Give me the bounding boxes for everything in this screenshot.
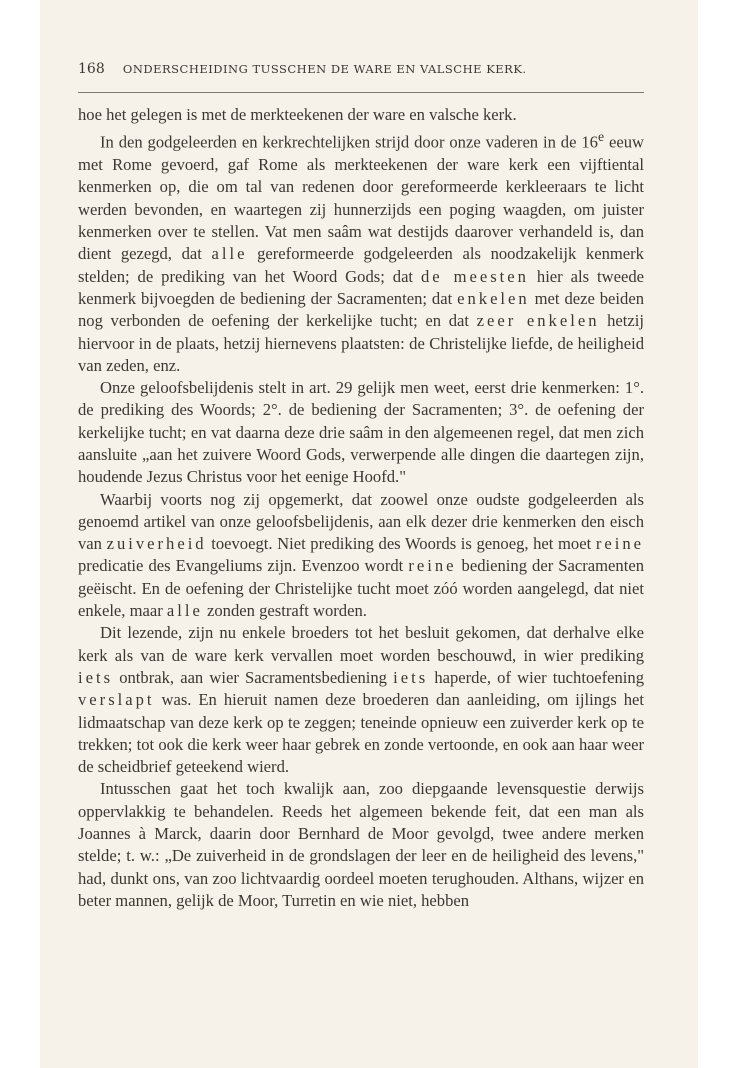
header-rule	[78, 92, 644, 93]
running-title: ONDERSCHEIDING TUSSCHEN DE WARE EN VALSCHE KERK.	[122, 62, 527, 76]
paragraph: Waarbij voorts nog zij opgemerkt, dat zoowel onze oudste godgeleerden als genoemd artikel van onze geloofsbelijdenis, aan elk dezer drie kenmerken den eisch van zuiverheid toevoegt. Niet prediking des Woords is genoeg, het moet reine predicatie des Evangeliums zijn. Evenzoo wordt reine bediening der Sacramenten geëischt. En de oefening der Christelijke tucht moet zóó worden aangelegd, dat niet enkele, maar alle zonden gestraft worden.	[78, 489, 644, 621]
running-header	[78, 61, 638, 77]
body-text	[78, 104, 644, 912]
paragraph: Intusschen gaat het toch kwalijk aan, zoo diepgaande levensquestie derwijs oppervlakkig te behandelen. Reeds het algemeen bekende feit, dat een man als Joannes à Marck, daarin door Bernhard de Moor gevolgd, twee andere merken stelde; t. w.: „De zuiverheid in de grondslagen der leer en de heiligheid des levens," had, dunkt ons, van zoo lichtvaardig oordeel moeten terughouden. Althans, wijzer en beter mannen, gelijk de Moor, Turretin en wie niet, hebben	[78, 779, 644, 910]
page-number: 168	[78, 61, 105, 77]
paragraph: Onze geloofsbelijdenis stelt in art. 29 gelijk men weet, eerst drie kenmerken: 1°. de prediking des Woords; 2°. de bediening der Sacramenten; 3°. de oefening der kerkelijke tucht; en vat daarna deze drie saâm in den algemeenen regel, dat men zich aansluite „aan het zuivere Woord Gods, verwerpende alle dingen die daartegen zijn, houdende Jezus Christus voor het eenige Hoofd."	[78, 378, 644, 487]
paragraph-continued: hoe het gelegen is met de merkteekenen der ware en valsche kerk.	[78, 105, 517, 124]
paragraph: In den godgeleerden en kerkrechtelijken strijd door onze vaderen in de 16e eeuw met Rome gevoerd, gaf Rome als merkteekenen der ware kerk een vijftiental kenmerken op, die om tal van redenen door gereformeerde kerkleeraars te licht werden bevonden, en waartegen zij hunnerzijds een poging waagden, om juister kenmerken over te stellen. Vat men saâm wat destijds daarover verhandeld is, dan dient gezegd, dat alle gereformeerde godgeleerden als noodzakelijk kenmerk stelden; de prediking van het Woord Gods; dat de meesten hier als tweede kenmerk bijvoegden de bediening der Sacramenten; dat enkelen met deze beiden nog verbonden de oefening der kerkelijke tucht; en dat zeer enkelen hetzij hiervoor in de plaats, hetzij hiernevens plaatsten: de Christelijke liefde, de heiligheid van zeden, enz.	[78, 129, 644, 375]
paragraph: Dit lezende, zijn nu enkele broeders tot het besluit gekomen, dat derhalve elke kerk als van de ware kerk vervallen moet worden beschouwd, in wier prediking iets ontbrak, aan wier Sacramentsbediening iets haperde, of wier tuchtoefening verslapt was. En hieruit namen deze broederen dan aanleiding, om ijlings het lidmaatschap van deze kerk op te zeggen; teneinde opnieuw een zuiverder kerk op te trekken; tot ook die kerk weer haar gebrek en zonde vertoonde, en ook aan haar weer de scheidbrief geteekend wierd.	[78, 623, 645, 777]
book-page	[40, 0, 698, 1068]
